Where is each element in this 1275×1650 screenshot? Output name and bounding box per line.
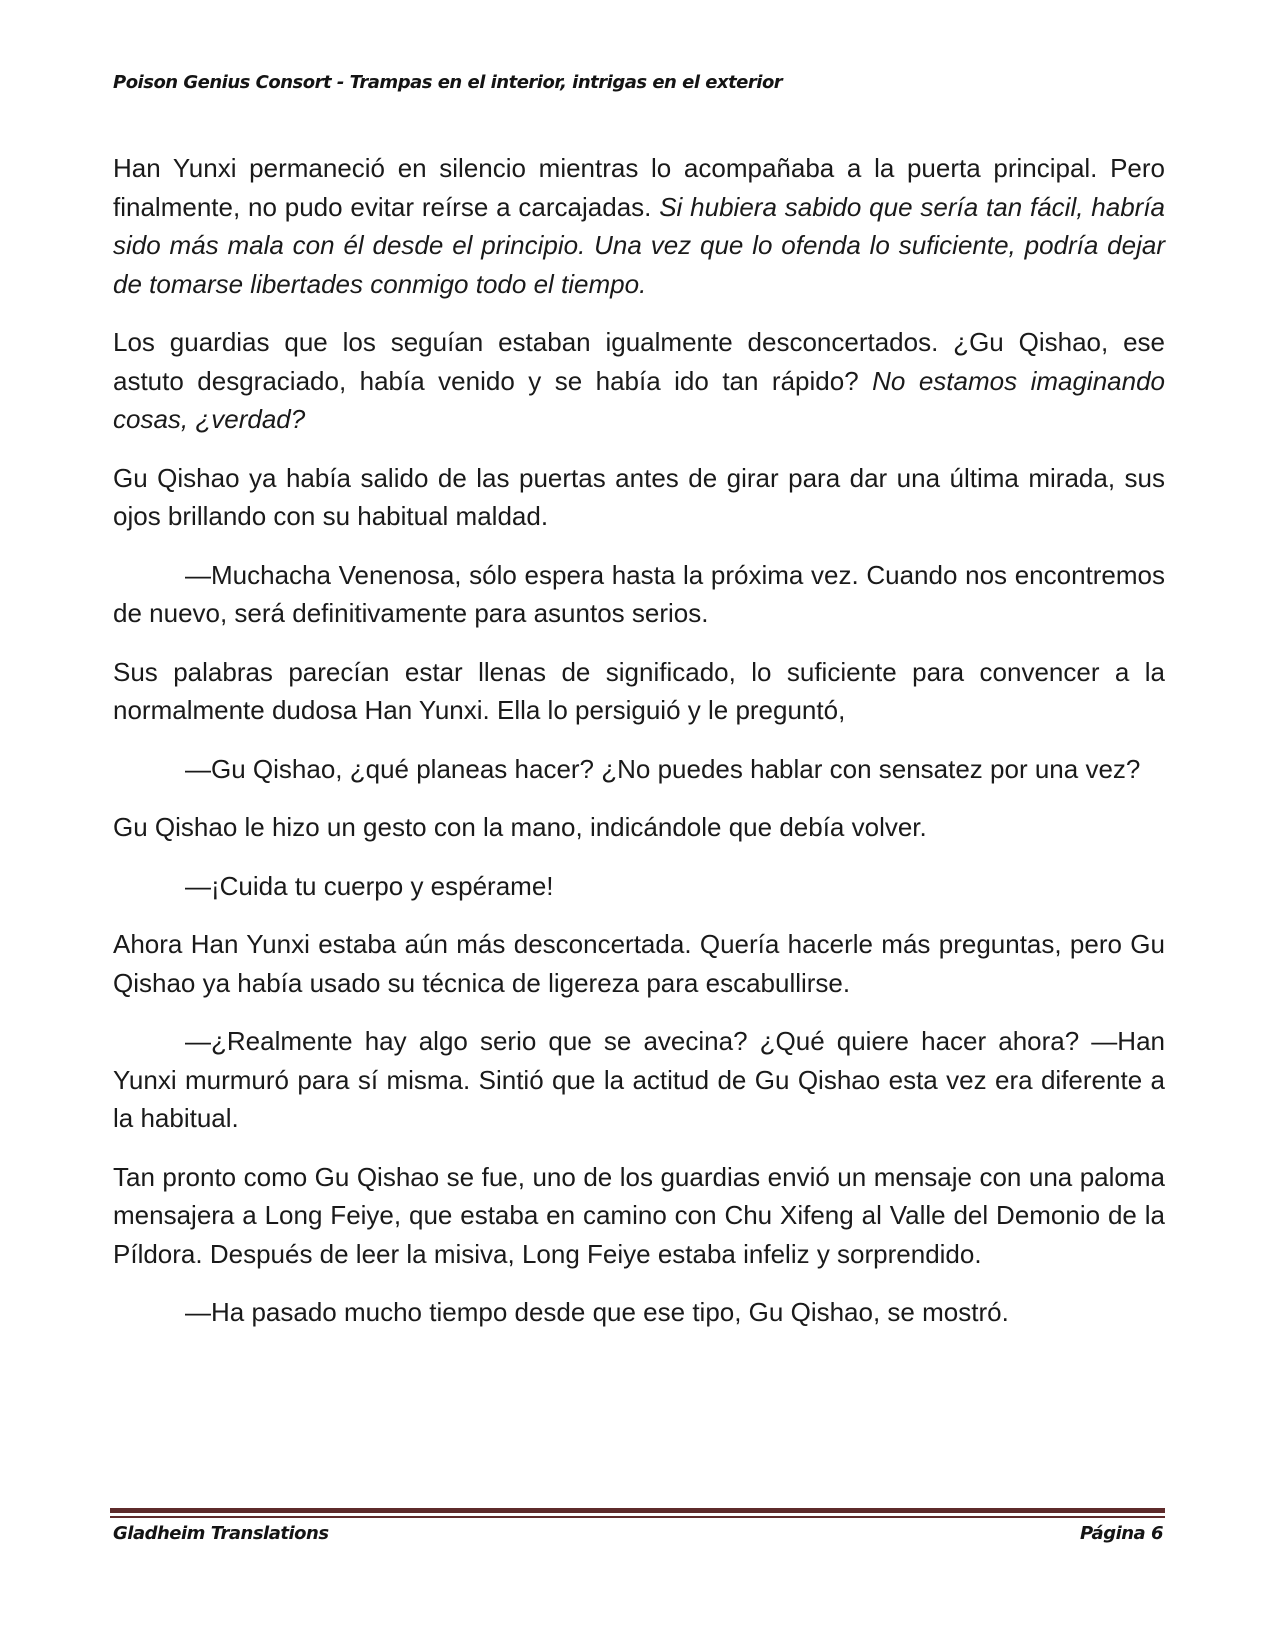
paragraph-2	[113, 323, 1165, 439]
paragraph-2-thought: No estamos imaginando cosas, ¿verdad?	[113, 365, 1165, 434]
paragraph-11: Tan pronto como Gu Qishao se fue, uno de los guardias envió un mensaje con una paloma mensajera a Long Feiye, que estaba en camino con Chu Xifeng al Valle del Demonio de la Píldora. Después de leer la misiva, Long Feiye estaba infeliz y sorprendido.	[113, 1161, 1165, 1269]
footer-rule-thick	[110, 1508, 1165, 1513]
paragraph-9: Ahora Han Yunxi estaba aún más desconcertada. Quería hacerle más preguntas, pero Gu Qishao ya había usado su técnica de ligereza para escabullirse.	[113, 929, 1165, 998]
paragraph-7: Gu Qishao le hizo un gesto con la mano, indicándole que debía volver.	[113, 812, 927, 842]
paragraph-1-text: Han Yunxi permaneció en silencio mientras lo acompañaba a la puerta principal. Pero finalmente, no pudo evitar reírse a carcajadas.	[113, 153, 1165, 222]
footer-publisher: Gladheim Translations	[113, 1523, 329, 1544]
footer-page-number: Página 6	[1080, 1523, 1163, 1544]
dialogue-5: —Ha pasado mucho tiempo desde que ese tipo, Gu Qishao, se mostró.	[185, 1297, 1009, 1327]
paragraph-3: Gu Qishao ya había salido de las puertas antes de girar para dar una última mirada, sus ojos brillando con su habitual maldad.	[113, 462, 1165, 531]
running-header: Poison Genius Consort - Trampas en el interior, intrigas en el exterior	[113, 72, 783, 93]
footer-rule-thin	[110, 1516, 1165, 1518]
dialogue-4: —¿Realmente hay algo serio que se avecina? ¿Qué quiere hacer ahora? —Han Yunxi murmuró para sí misma. Sintió que la actitud de Gu Qishao esta vez era diferente a la habitual.	[113, 1026, 1165, 1133]
body-text	[113, 149, 1165, 1352]
paragraph-1	[113, 149, 1165, 303]
dialogue-2: —Gu Qishao, ¿qué planeas hacer? ¿No puedes hablar con sensatez por una vez?	[185, 753, 1141, 784]
paragraph-1-thought: Si hubiera sabido que sería tan fácil, habría sido más mala con él desde el principio. Una vez que lo ofenda lo suficiente, podría dejar de tomarse libertades conmigo todo el tiempo.	[113, 191, 1166, 299]
dialogue-1: —Muchacha Venenosa, sólo espera hasta la próxima vez. Cuando nos encontremos de nuevo, será definitivamente para asuntos serios.	[113, 559, 1165, 628]
paragraph-2-text: Los guardias que los seguían estaban igualmente desconcertados. ¿Gu Qishao, ese astuto desgraciado, había venido y se había ido tan rápido?	[113, 327, 1165, 396]
paragraph-5: Sus palabras parecían estar llenas de significado, lo suficiente para convencer a la normalmente dudosa Han Yunxi. Ella lo persiguió y le preguntó,	[113, 656, 1165, 725]
dialogue-3: —¡Cuida tu cuerpo y espérame!	[185, 870, 554, 901]
